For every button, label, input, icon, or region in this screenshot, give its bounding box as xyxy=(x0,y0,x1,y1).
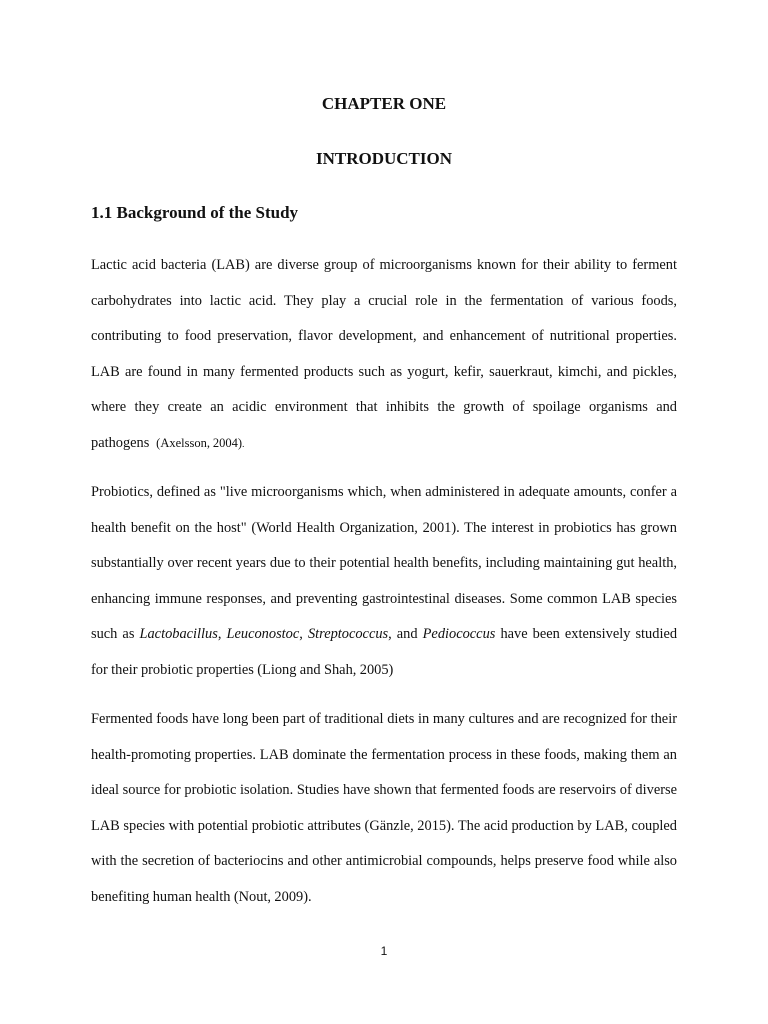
separator: , xyxy=(217,626,222,643)
paragraph-fermented-foods xyxy=(91,702,677,916)
paragraph-text: Fermented foods have long been part of traditional diets in many cultures and are recognized for their health-promoting properties. LAB dominate the fermentation process in these foods, making them an ideal source for probiotic isolation. Studies have shown that fermented foods are reservoirs of diverse LAB species with potential probiotic attributes (Gänzle, 2015). The acid production by LAB, coupled with the secretion of bacteriocins and other antimicrobial compounds, helps preserve food while also benefiting human health (Nout, 2009). xyxy=(91,711,677,905)
separator: , and xyxy=(388,626,418,643)
species-name: Lactobacillus xyxy=(139,626,218,643)
chapter-heading: CHAPTER ONE xyxy=(321,94,447,113)
paragraph-text: have been extensively studied for their probiotic properties (Liong and Shah, 2005) xyxy=(91,626,678,678)
paragraph-probiotics xyxy=(91,475,677,689)
species-name: Leuconostoc xyxy=(226,626,300,643)
paragraph-text: Lactic acid bacteria (LAB) are diverse group of microorganisms known for their ability to ferment carbohydrates into lactic acid. They play a crucial role in the fermentation of various foods, contributing to food preservation, flavor development, and enhancement of nutritional properties. LAB are found in many fermented products such as yogurt, kefir, sauerkraut, kimchi, and pickles, where they create an acidic environment that inhibits the growth of spoilage organisms and pathogens xyxy=(91,257,677,451)
paragraph-end: . xyxy=(242,438,245,449)
species-name: Pediococcus xyxy=(422,626,496,643)
page-number: 1 xyxy=(380,944,388,958)
chapter-title: INTRODUCTION xyxy=(315,149,453,168)
paragraph-lab-background xyxy=(91,248,677,463)
species-name: Streptococcus xyxy=(307,626,389,643)
citation: (Axelsson, 2004) xyxy=(156,435,243,450)
paragraph-text: Probiotics, defined as "live microorganisms which, when administered in adequate amounts, confer a health benefit on the host" (World Health Organization, 2001). The interest in probiotics has grown substantially over recent years due to their potential health benefits, including maintaining gut health, enhancing immune responses, and preventing gastrointestinal diseases. Some common LAB species such as xyxy=(91,484,677,643)
separator: , xyxy=(299,626,303,643)
section-heading: 1.1 Background of the Study xyxy=(91,203,299,222)
